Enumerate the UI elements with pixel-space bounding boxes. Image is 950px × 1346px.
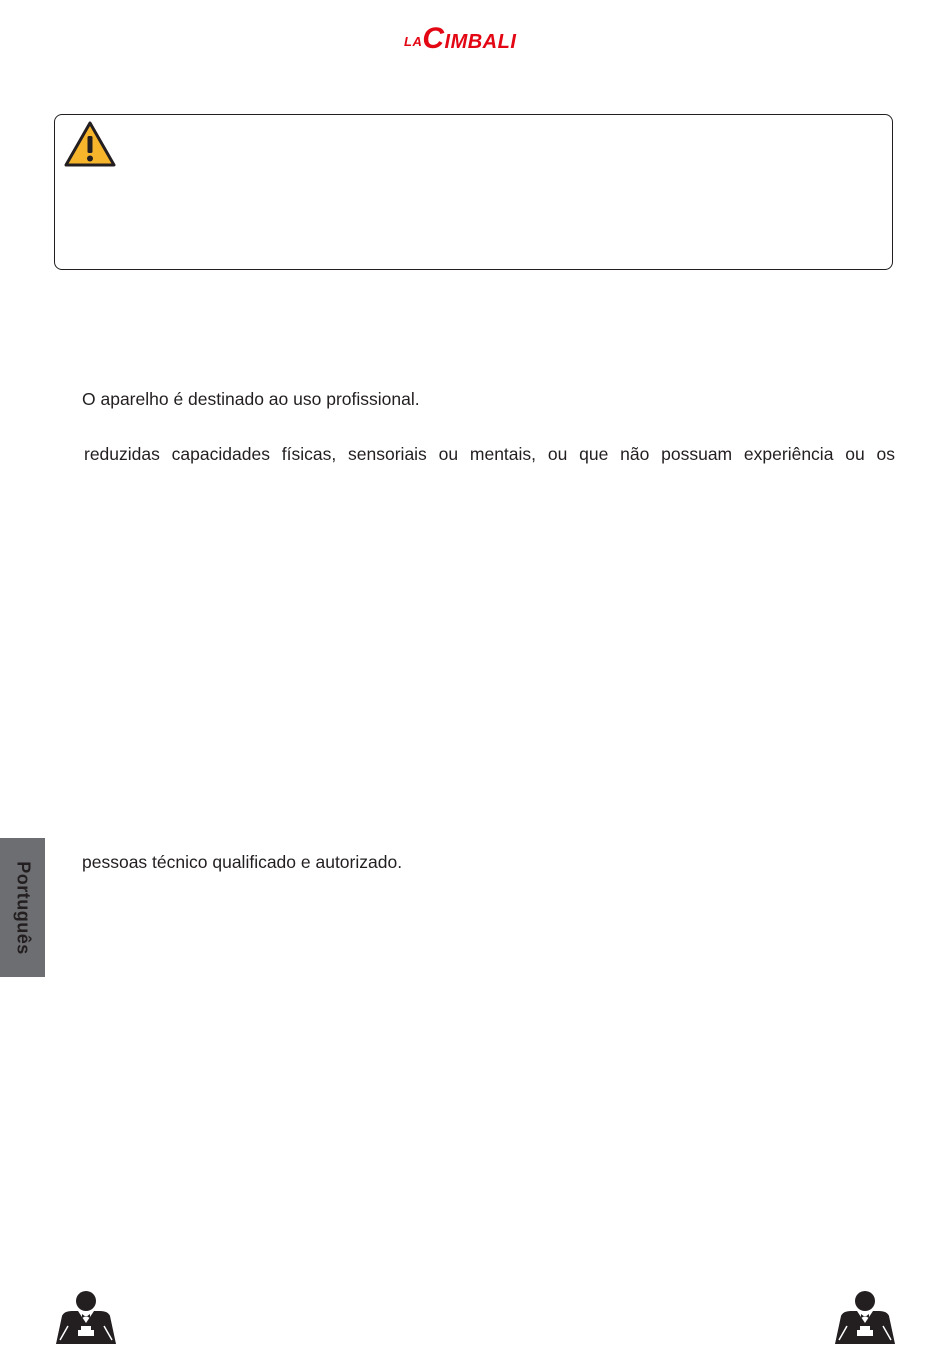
barista-icon	[56, 1290, 116, 1344]
paragraph-professional-use: O aparelho é destinado ao uso profissional.	[82, 389, 420, 409]
language-tab	[0, 838, 45, 977]
logo-word: IMBALI	[444, 31, 517, 53]
warning-box	[54, 114, 893, 270]
warning-triangle-icon	[63, 120, 117, 168]
language-tab-label: Português	[13, 860, 33, 955]
logo-initial: C	[422, 22, 445, 55]
paragraph-capabilities: reduzidas capacidades físicas, sensoriais ou mentais, ou que não possuam experiência ou os	[84, 444, 895, 464]
brand-logo	[404, 22, 516, 54]
logo-prefix: LA	[404, 34, 423, 49]
barista-icon	[835, 1290, 895, 1344]
paragraph-qualified-technician: pessoas técnico qualificado e autorizado.	[82, 852, 403, 872]
